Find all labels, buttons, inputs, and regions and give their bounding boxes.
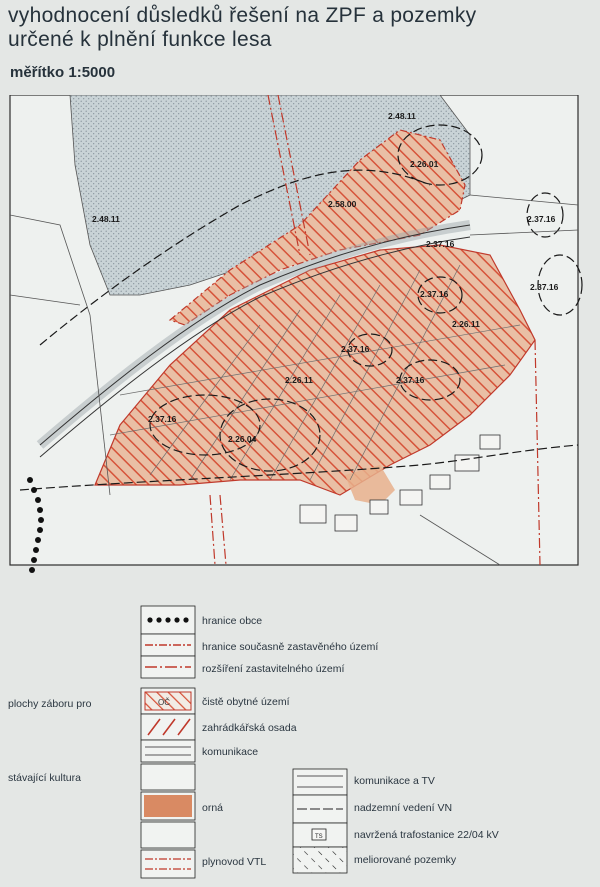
map-label: 2.37.16 xyxy=(420,289,449,299)
legend-group-zabor: plochy záboru pro xyxy=(8,698,92,710)
legend xyxy=(8,606,499,878)
legend-obytne xyxy=(141,688,290,714)
legend-trafostanice xyxy=(293,823,499,847)
legend-orna xyxy=(141,792,223,820)
legend-empty-box-2 xyxy=(141,822,195,848)
legend-hranice-obce xyxy=(141,606,262,634)
title-block xyxy=(8,4,598,52)
legend-oc-code: OČ xyxy=(158,698,170,707)
legend-rozsireni xyxy=(141,656,344,678)
map-label: 2.37.16 xyxy=(148,414,177,424)
legend-label-hranice-obce: hranice obce xyxy=(202,615,263,627)
legend-hranice-zastaveneho xyxy=(141,634,378,656)
legend-label-orna: orná xyxy=(202,802,224,814)
map-title-line-2: určené k plnění funkce lesa xyxy=(8,28,272,51)
legend-label-komunikace-tv: komunikace a TV xyxy=(354,775,435,787)
map-sheet xyxy=(0,95,600,887)
legend-label-rozsireni: rozšíření zastavitelného území xyxy=(202,663,345,675)
legend-label-vn: nadzemní vedení VN xyxy=(354,802,453,814)
legend-label-hranice-zastaveneho: hranice současně zastavěného území xyxy=(202,641,379,653)
map-area xyxy=(10,95,582,573)
map-scale: měřítko 1:5000 xyxy=(10,64,116,81)
map-label: 2.26.11 xyxy=(285,375,313,385)
legend-plynovod xyxy=(141,850,266,878)
map-label: 2.37.16 xyxy=(426,239,455,249)
map-label: 2.48.11 xyxy=(388,111,416,121)
legend-label-trafostanice: navržená trafostanice 22/04 kV xyxy=(354,829,499,841)
map-label: 2.26.01 xyxy=(410,159,439,169)
legend-vn xyxy=(293,795,452,823)
map-label: 2.58.00 xyxy=(328,199,357,209)
legend-label-meliorovane: meliorované pozemky xyxy=(354,854,457,866)
legend-meliorovane xyxy=(293,847,457,873)
map-label: 2.37.16 xyxy=(396,375,425,385)
legend-komunikace-tv xyxy=(293,769,435,795)
map-label: 2.48.11 xyxy=(92,214,120,224)
legend-label-komunikace: komunikace xyxy=(202,746,259,758)
legend-zahradkarska xyxy=(141,714,297,740)
legend-komunikace xyxy=(141,740,258,762)
map-label: 2.37.16 xyxy=(530,282,559,292)
map-label: 2.26.11 xyxy=(452,319,480,329)
legend-group-kultura: stávající kultura xyxy=(8,772,81,784)
legend-ts-code: TS xyxy=(315,834,323,840)
legend-empty-box xyxy=(141,764,195,790)
legend-label-obytne: čistě obytné území xyxy=(202,696,290,708)
map-label: 2.26.04 xyxy=(228,434,257,444)
map-label: 2.37.16 xyxy=(527,214,556,224)
map-label: 2.37.16 xyxy=(341,344,370,354)
map-title-line-1: vyhodnocení důsledků řešení na ZPF a pozemky xyxy=(8,4,477,27)
legend-label-zahradkarska: zahrádkářská osada xyxy=(202,722,297,734)
legend-label-plynovod: plynovod VTL xyxy=(202,856,267,868)
